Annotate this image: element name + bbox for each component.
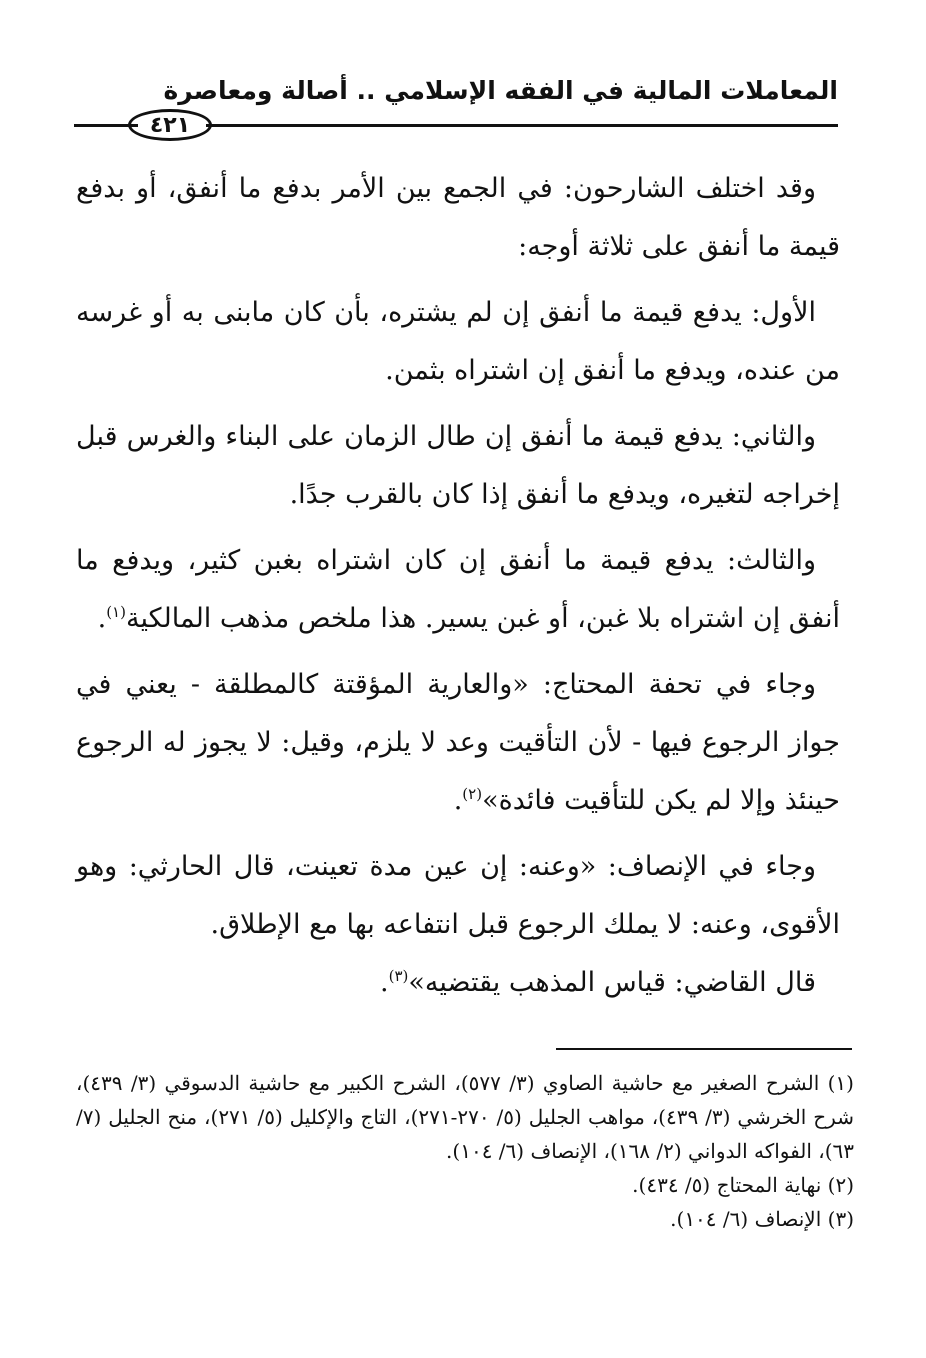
footnote: (٢) نهاية المحتاج (٥/ ٤٣٤). [632,1173,854,1197]
footnote-ref: (١) [106,603,126,621]
paragraph-text: وجاء في تحفة المحتاج: «والعارية المؤقتة كالمطلقة - يعني في جواز الرجوع فيها - لأن التأقيت وعد لا يلزم، وقيل: لا يجوز له الرجوع حينئذ وإلا لم يكن للتأقيت فائدة» [76,669,840,816]
paragraph: والثاني: يدفع قيمة ما أنفق إن طال الزمان على البناء والغرس قبل إخراجه لتغيره، ويدفع ما أنفق إذا كان بالقرب جدًا. [76,421,840,510]
page-number-badge: ٤٢١ [128,109,212,141]
footnote: (٣) الإنصاف (٦/ ١٠٤). [670,1207,854,1231]
paragraph: وقد اختلف الشارحون: في الجمع بين الأمر بدفع ما أنفق، أو بدفع قيمة ما أنفق على ثلاثة أوجه: [76,173,840,262]
running-header-title: المعاملات المالية في الفقه الإسلامي .. أصالة ومعاصرة [163,76,838,105]
paragraph: الأول: يدفع قيمة ما أنفق إن لم يشتره، بأن كان مابنى به أو غرسه من عنده، ويدفع ما أنفق إن اشتراه بثمن. [76,297,840,386]
footnote-separator [556,1048,852,1050]
paragraph: وجاء في الإنصاف: «وعنه: إن عين مدة تعينت، قال الحارثي: وهو الأقوى، وعنه: لا يملك الرجوع قبل انتفاعه بها مع الإطلاق. [76,851,840,940]
footnote-ref: (٢) [462,785,483,803]
paragraph: وجاء في تحفة المحتاج: «والعارية المؤقتة كالمطلقة - يعني في جواز الرجوع فيها - لأن التأقيت وعد لا يلزم، وقيل: لا يجوز له الرجوع حينئذ وإلا لم يكن للتأقيت فائدة»$^{(٢)}$. [76,669,840,816]
header-rule-right [206,124,838,127]
paragraph-text: قال القاضي: قياس المذهب يقتضيه» [408,967,816,998]
paragraph-text: والثالث: يدفع قيمة ما أنفق إن كان اشتراه بغبن كثير، ويدفع ما أنفق إن اشتراه بلا غبن، أو غبن يسير. هذا ملخص مذهب المالكية [76,545,840,634]
footnote: (١) الشرح الصغير مع حاشية الصاوي (٣/ ٥٧٧)، الشرح الكبير مع حاشية الدسوقي (٣/ ٤٣٩)، شرح الخرشي (٣/ ٤٣٩)، مواهب الجليل (٥/ ٢٧٠-٢٧١)، التاج والإكليل (٥/ ٢٧١)، منح الجليل (٧/ ٦٣)، الفواكه الدواني (٢/ ١٦٨)، الإنصاف (٦/ ١٠٤). [76,1071,854,1163]
footnotes [76,1066,854,1236]
paragraph: والثالث: يدفع قيمة ما أنفق إن كان اشتراه بغبن كثير، ويدفع ما أنفق إن اشتراه بلا غبن، أو غبن يسير. هذا ملخص مذهب المالكية$^{(١)}$. [76,545,840,634]
paragraph: قال القاضي: قياس المذهب يقتضيه»$^{(٣)}$. [380,967,816,998]
main-text [76,160,840,1020]
footnote-ref: (٣) [388,967,409,985]
